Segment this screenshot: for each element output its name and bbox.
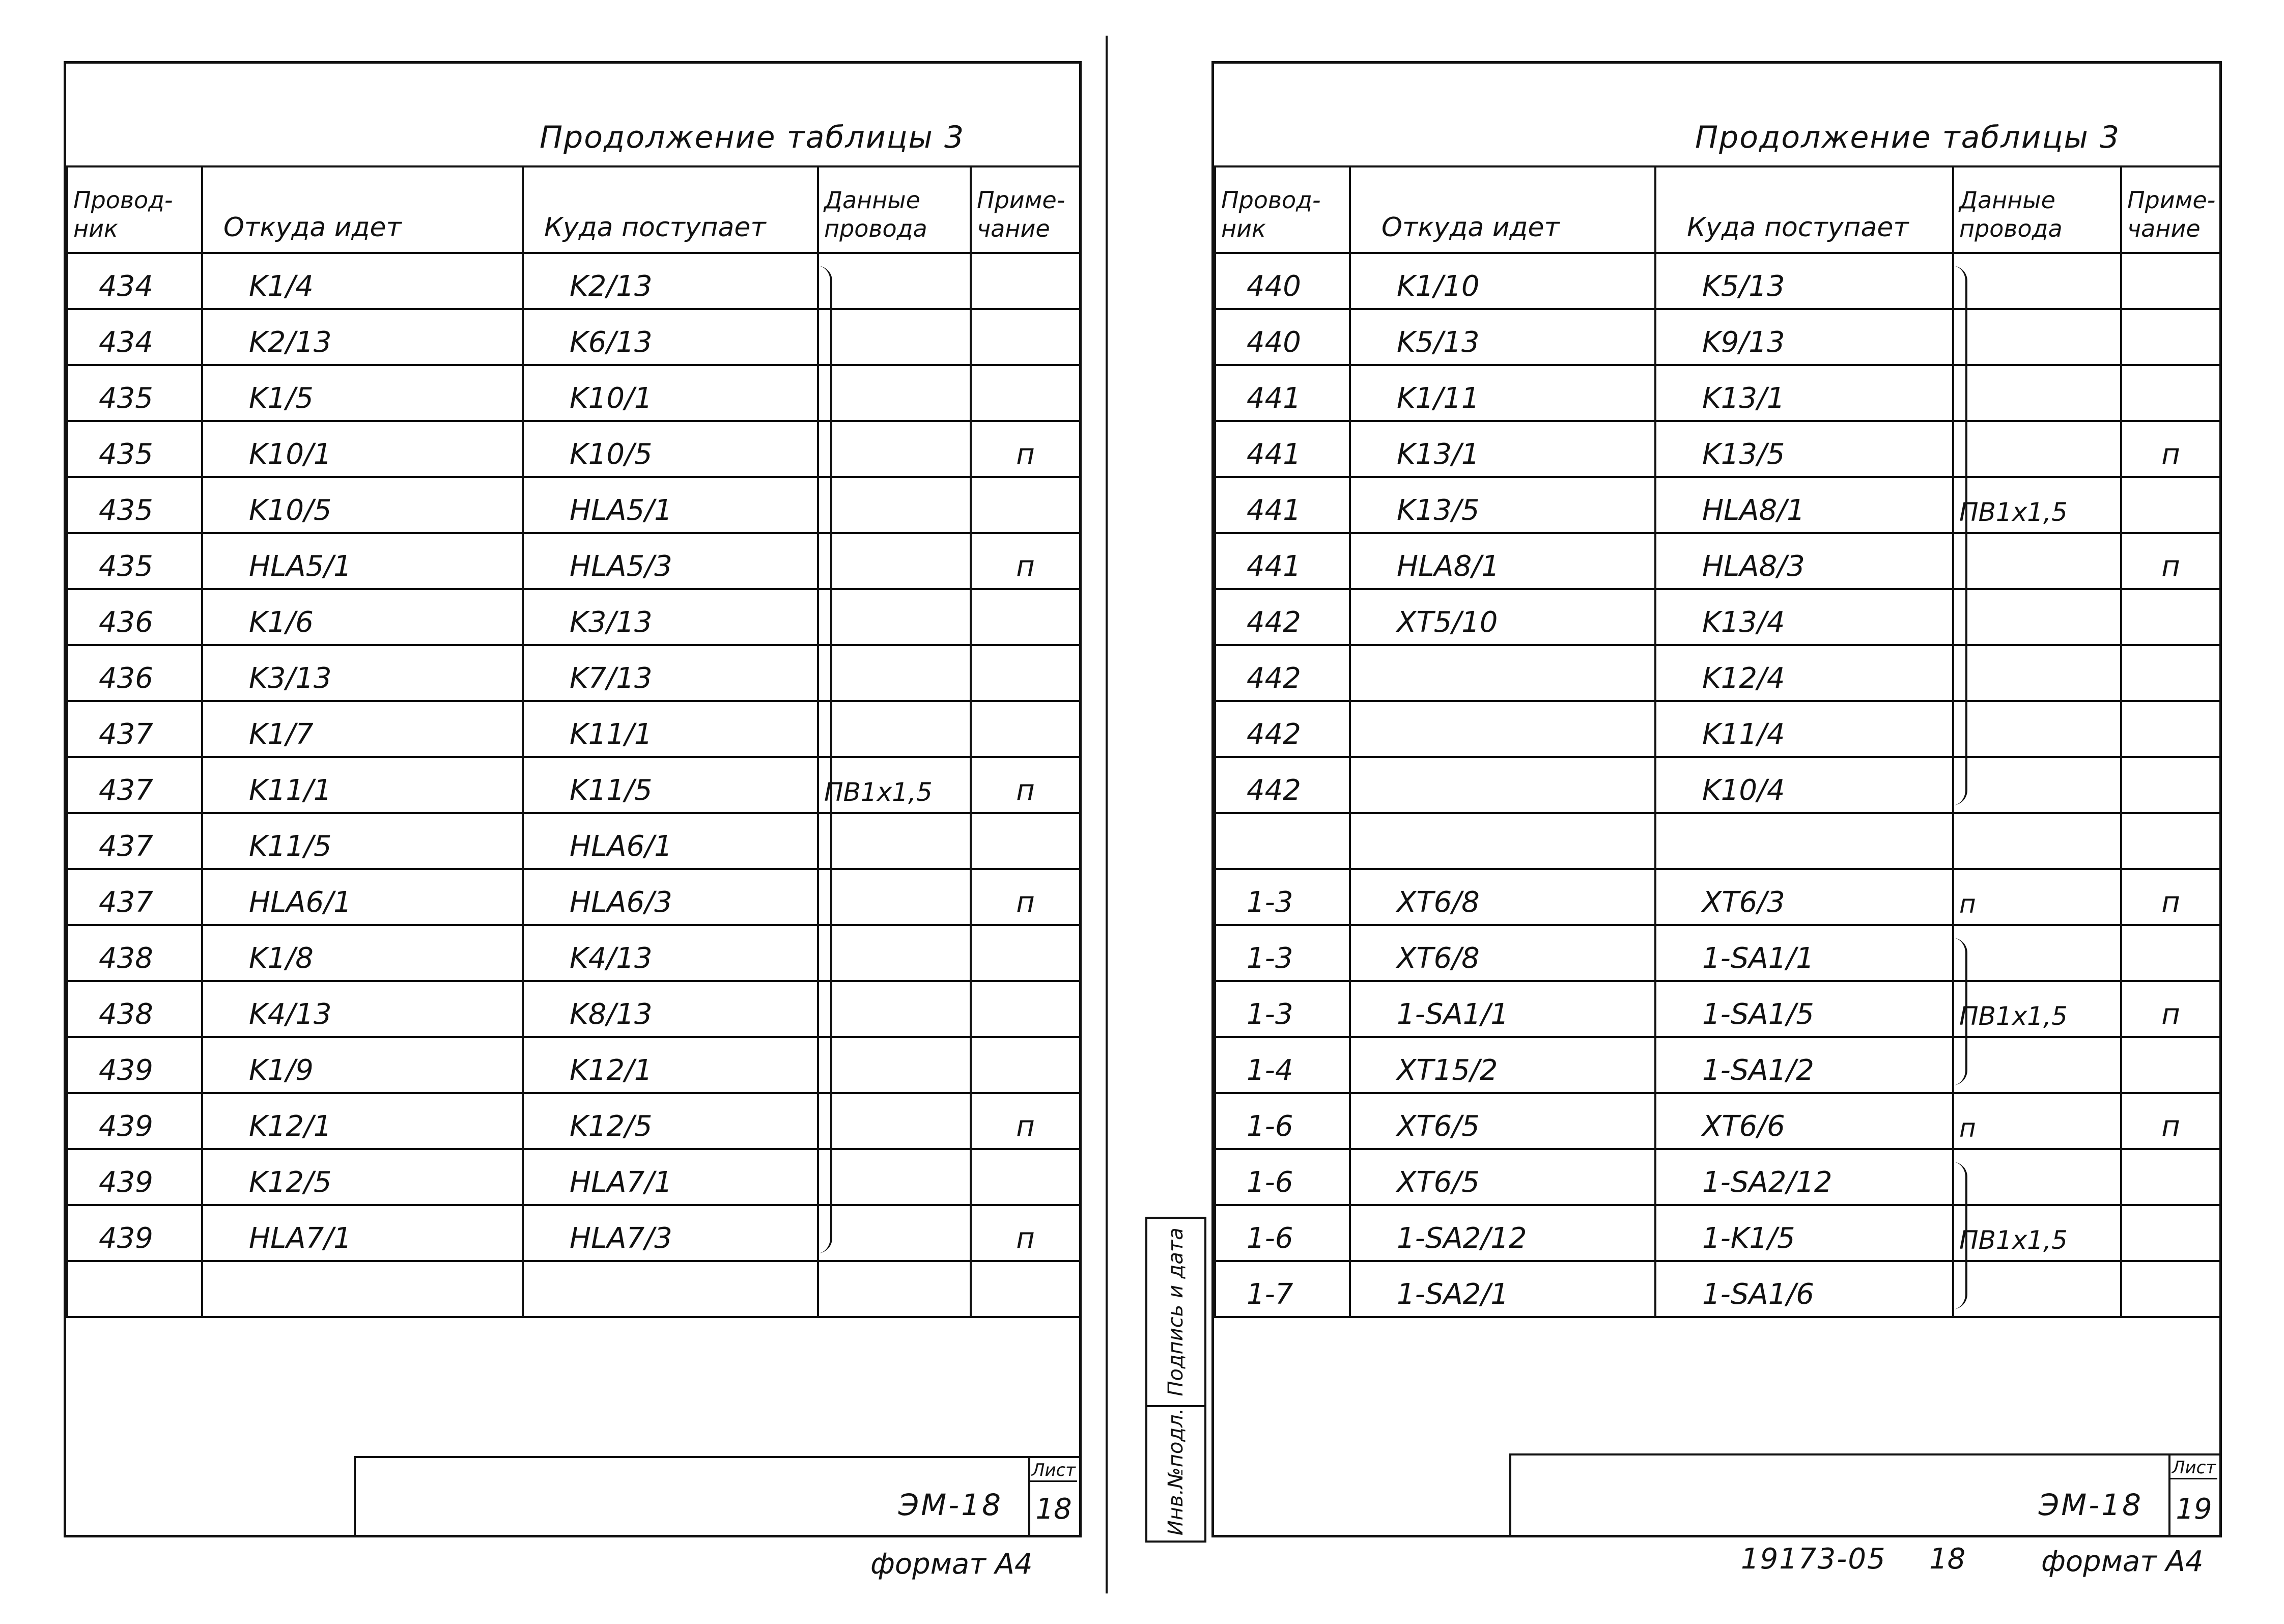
cell-to: K10/1: [523, 365, 818, 421]
cell-to: K9/13: [1655, 309, 1953, 365]
cell-note: [2121, 701, 2220, 757]
cell-to: 1-SA1/1: [1655, 925, 1953, 981]
sheet-number: 18: [1035, 1493, 1072, 1526]
cell-from: XT6/8: [1350, 925, 1655, 981]
cell-note: [2121, 925, 2220, 981]
table-row: [1215, 253, 2220, 309]
cell-wire-data: [818, 309, 971, 365]
cell-from: K12/1: [202, 1093, 523, 1149]
cell-from: [1350, 645, 1655, 701]
cell-from: K13/5: [1350, 477, 1655, 533]
sheet-label: Лист: [2170, 1458, 2217, 1479]
cell-wire-data: [818, 477, 971, 533]
table-row: [67, 253, 1080, 309]
cell-conductor: 436: [67, 589, 202, 645]
cell-note: [971, 701, 1080, 757]
cell-conductor: 435: [67, 421, 202, 477]
cell-from: K3/13: [202, 645, 523, 701]
cell-from: [1350, 813, 1655, 869]
table-row: [67, 645, 1080, 701]
cell-wire-data: [818, 1205, 971, 1261]
header-from: Откуда идет: [202, 166, 523, 253]
cell-from: [202, 1261, 523, 1317]
cell-to: 1-SA1/2: [1655, 1037, 1953, 1093]
cell-wire-data: [818, 421, 971, 477]
cell-from: K1/7: [202, 701, 523, 757]
cell-wire-data: [1953, 365, 2121, 421]
cell-wire-data: [818, 981, 971, 1037]
cell-wire-data: ПВ1х1,5: [1953, 981, 2121, 1037]
table-row: [1215, 757, 2220, 813]
cell-wire-data: [818, 813, 971, 869]
table-row: [1215, 869, 2220, 925]
cell-to: K3/13: [523, 589, 818, 645]
cell-to: K13/5: [1655, 421, 1953, 477]
cell-from: K12/5: [202, 1149, 523, 1205]
cell-from: K4/13: [202, 981, 523, 1037]
cell-from: HLA8/1: [1350, 533, 1655, 589]
table-row: [67, 869, 1080, 925]
cell-wire-data: [1953, 421, 2121, 477]
cell-to: HLA8/1: [1655, 477, 1953, 533]
table-row: [1215, 533, 2220, 589]
table-row: [1215, 421, 2220, 477]
cell-wire-data: [818, 1093, 971, 1149]
document-code: ЭМ-18: [898, 1488, 1003, 1522]
cell-from: K5/13: [1350, 309, 1655, 365]
drawing-number: 19173-05: [1741, 1543, 1886, 1576]
cell-to: K11/1: [523, 701, 818, 757]
table-row: [67, 1261, 1080, 1317]
cell-from: K11/1: [202, 757, 523, 813]
cell-note: п: [2121, 981, 2220, 1037]
cell-from: XT6/8: [1350, 869, 1655, 925]
cell-to: K12/1: [523, 1037, 818, 1093]
cell-note: [2121, 589, 2220, 645]
cell-conductor: 437: [67, 701, 202, 757]
table-row: [1215, 477, 2220, 533]
document-code: ЭМ-18: [2038, 1488, 2143, 1522]
header-note: Приме- чание: [2121, 166, 2220, 253]
cell-note: [971, 925, 1080, 981]
grouping-bracket: [1952, 938, 1967, 1085]
grouping-bracket: [817, 266, 832, 1253]
cell-note: п: [2121, 869, 2220, 925]
cell-note: п: [2121, 533, 2220, 589]
cell-wire-data: п: [1953, 1093, 2121, 1149]
cell-note: п: [971, 1205, 1080, 1261]
cell-wire-data: [1953, 253, 2121, 309]
cell-note: [2121, 477, 2220, 533]
table-row: [67, 1093, 1080, 1149]
signature-date-label: Подпись и дата: [1164, 1227, 1188, 1396]
cell-conductor: 435: [67, 533, 202, 589]
cell-to: K10/4: [1655, 757, 1953, 813]
table-row: [67, 1205, 1080, 1261]
table-row: [67, 477, 1080, 533]
cell-conductor: 442: [1215, 589, 1350, 645]
table-row: [1215, 365, 2220, 421]
cell-wire-data: ПВ1х1,5: [1953, 477, 2121, 533]
cell-from: XT5/10: [1350, 589, 1655, 645]
cell-to: XT6/3: [1655, 869, 1953, 925]
cell-to: K12/5: [523, 1093, 818, 1149]
cell-to: 1-SA2/12: [1655, 1149, 1953, 1205]
cell-from: K1/4: [202, 253, 523, 309]
cell-to: HLA5/1: [523, 477, 818, 533]
page-number: 18: [1929, 1543, 1966, 1576]
cell-note: [971, 309, 1080, 365]
sheet-left: [64, 61, 1082, 1537]
cell-from: K1/5: [202, 365, 523, 421]
cell-to: K6/13: [523, 309, 818, 365]
cell-from: XT6/5: [1350, 1149, 1655, 1205]
cell-to: [1655, 813, 1953, 869]
cell-note: [971, 645, 1080, 701]
cell-conductor: 439: [67, 1037, 202, 1093]
cell-note: п: [2121, 1093, 2220, 1149]
cell-to: HLA7/1: [523, 1149, 818, 1205]
cell-to: HLA6/3: [523, 869, 818, 925]
cell-wire-data: [1953, 309, 2121, 365]
cell-from: K2/13: [202, 309, 523, 365]
cell-to: K4/13: [523, 925, 818, 981]
cell-note: [2121, 757, 2220, 813]
cell-conductor: 1-6: [1215, 1149, 1350, 1205]
cell-note: п: [971, 1093, 1080, 1149]
cell-to: K8/13: [523, 981, 818, 1037]
cell-to: K5/13: [1655, 253, 1953, 309]
binding-strip-top: [1147, 1219, 1204, 1407]
cell-wire-data: [818, 701, 971, 757]
cell-to: 1-K1/5: [1655, 1205, 1953, 1261]
cell-wire-data: п: [1953, 869, 2121, 925]
cell-from: XT15/2: [1350, 1037, 1655, 1093]
cell-from: K13/1: [1350, 421, 1655, 477]
cell-conductor: 437: [67, 757, 202, 813]
cell-from: K11/5: [202, 813, 523, 869]
table-row: [67, 589, 1080, 645]
cell-conductor: 1-4: [1215, 1037, 1350, 1093]
cell-from: K1/8: [202, 925, 523, 981]
table-continuation-title: Продолжение таблицы 3: [540, 120, 965, 155]
header-note: Приме- чание: [971, 166, 1080, 253]
cell-from: HLA5/1: [202, 533, 523, 589]
cell-conductor: 1-6: [1215, 1205, 1350, 1261]
cell-wire-data: [818, 253, 971, 309]
cell-conductor: 1-6: [1215, 1093, 1350, 1149]
cell-conductor: 1-3: [1215, 981, 1350, 1037]
cell-wire-data: [1953, 533, 2121, 589]
cell-conductor: 1-7: [1215, 1261, 1350, 1317]
table-row: [1215, 813, 2220, 869]
cell-wire-data: [818, 533, 971, 589]
cell-conductor: 434: [67, 309, 202, 365]
cell-note: п: [971, 757, 1080, 813]
cell-conductor: 436: [67, 645, 202, 701]
sheet-label: Лист: [1030, 1460, 1077, 1482]
cell-note: [971, 365, 1080, 421]
cell-conductor: 434: [67, 253, 202, 309]
binding-strip-bottom: [1147, 1403, 1204, 1541]
binding-edge-line: [1106, 36, 1108, 1593]
cell-conductor: [1215, 813, 1350, 869]
table-row: [1215, 1261, 2220, 1317]
cell-conductor: 438: [67, 925, 202, 981]
table-row: [1215, 925, 2220, 981]
cell-note: [971, 477, 1080, 533]
cell-from: K1/11: [1350, 365, 1655, 421]
cell-to: 1-SA1/5: [1655, 981, 1953, 1037]
cell-note: [2121, 253, 2220, 309]
wiring-table-right: [1214, 165, 2221, 1318]
cell-to: XT6/6: [1655, 1093, 1953, 1149]
cell-to: K13/1: [1655, 365, 1953, 421]
cell-from: K1/6: [202, 589, 523, 645]
cell-to: HLA6/1: [523, 813, 818, 869]
table-row: [1215, 1205, 2220, 1261]
header-wire-data: Данные провода: [1953, 166, 2121, 253]
cell-to: K11/5: [523, 757, 818, 813]
cell-to: K2/13: [523, 253, 818, 309]
table-row: [1215, 1037, 2220, 1093]
header-to: Куда поступает: [1655, 166, 1953, 253]
table-continuation-title: Продолжение таблицы 3: [1695, 120, 2121, 155]
table-header-row: [67, 166, 1080, 253]
cell-from: K1/9: [202, 1037, 523, 1093]
cell-wire-data: [818, 869, 971, 925]
cell-conductor: 1-3: [1215, 869, 1350, 925]
cell-wire-data: [1953, 1037, 2121, 1093]
cell-from: K10/5: [202, 477, 523, 533]
table-row: [67, 701, 1080, 757]
table-row: [67, 981, 1080, 1037]
cell-wire-data: [1953, 589, 2121, 645]
cell-note: [971, 813, 1080, 869]
cell-from: XT6/5: [1350, 1093, 1655, 1149]
cell-note: [971, 1261, 1080, 1317]
cell-note: [971, 1037, 1080, 1093]
table-row: [67, 813, 1080, 869]
cell-conductor: 441: [1215, 477, 1350, 533]
cell-to: K12/4: [1655, 645, 1953, 701]
wiring-table-left: [66, 165, 1081, 1318]
cell-conductor: 440: [1215, 309, 1350, 365]
table-row: [1215, 701, 2220, 757]
cell-note: [971, 589, 1080, 645]
cell-wire-data: [1953, 757, 2121, 813]
cell-to: HLA5/3: [523, 533, 818, 589]
cell-conductor: 442: [1215, 701, 1350, 757]
cell-note: [2121, 309, 2220, 365]
table-row: [1215, 1093, 2220, 1149]
format-label-left: формат А4: [870, 1548, 1033, 1581]
cell-wire-data: [818, 1261, 971, 1317]
table-row: [67, 309, 1080, 365]
table-row: [67, 925, 1080, 981]
cell-wire-data: [1953, 1149, 2121, 1205]
cell-conductor: 440: [1215, 253, 1350, 309]
cell-wire-data: [818, 1037, 971, 1093]
sheet-right: [1211, 61, 2222, 1537]
table-row: [67, 1149, 1080, 1205]
cell-wire-data: ПВ1х1,5: [818, 757, 971, 813]
cell-conductor: 439: [67, 1205, 202, 1261]
cell-from: 1-SA2/12: [1350, 1205, 1655, 1261]
header-wire-data: Данные провода: [818, 166, 971, 253]
cell-wire-data: [1953, 813, 2121, 869]
cell-wire-data: [1953, 925, 2121, 981]
sheet-number: 19: [2176, 1493, 2212, 1526]
table-row: [1215, 981, 2220, 1037]
grouping-bracket: [1952, 266, 1967, 805]
cell-to: K7/13: [523, 645, 818, 701]
cell-conductor: [67, 1261, 202, 1317]
cell-wire-data: [1953, 701, 2121, 757]
inventory-number-label: Инв.№подл.: [1164, 1408, 1188, 1536]
cell-note: п: [971, 421, 1080, 477]
cell-from: HLA6/1: [202, 869, 523, 925]
cell-conductor: 439: [67, 1149, 202, 1205]
cell-to: K13/4: [1655, 589, 1953, 645]
table-row: [67, 1037, 1080, 1093]
cell-to: HLA8/3: [1655, 533, 1953, 589]
title-block: [1509, 1453, 2219, 1535]
table-row: [1215, 1149, 2220, 1205]
cell-from: [1350, 757, 1655, 813]
title-block: [354, 1456, 1079, 1535]
cell-from: K10/1: [202, 421, 523, 477]
cell-conductor: 1-3: [1215, 925, 1350, 981]
table-row: [1215, 589, 2220, 645]
cell-conductor: 442: [1215, 757, 1350, 813]
cell-to: HLA7/3: [523, 1205, 818, 1261]
cell-to: 1-SA1/6: [1655, 1261, 1953, 1317]
cell-note: п: [971, 533, 1080, 589]
cell-wire-data: [1953, 645, 2121, 701]
cell-note: [2121, 1149, 2220, 1205]
cell-note: [2121, 1037, 2220, 1093]
cell-conductor: 437: [67, 869, 202, 925]
format-label-right: формат А4: [2041, 1545, 2204, 1578]
binding-strip: [1145, 1217, 1206, 1543]
cell-to: K11/4: [1655, 701, 1953, 757]
cell-note: [2121, 645, 2220, 701]
cell-note: [971, 1149, 1080, 1205]
cell-conductor: 442: [1215, 645, 1350, 701]
cell-conductor: 438: [67, 981, 202, 1037]
table-row: [67, 421, 1080, 477]
header-from: Откуда идет: [1350, 166, 1655, 253]
table-row: [67, 533, 1080, 589]
cell-conductor: 439: [67, 1093, 202, 1149]
cell-note: [2121, 365, 2220, 421]
cell-wire-data: ПВ1х1,5: [1953, 1205, 2121, 1261]
cell-wire-data: [818, 645, 971, 701]
cell-wire-data: [818, 1149, 971, 1205]
cell-note: [2121, 813, 2220, 869]
cell-wire-data: [818, 925, 971, 981]
cell-note: [2121, 1205, 2220, 1261]
cell-conductor: 435: [67, 477, 202, 533]
cell-conductor: 441: [1215, 365, 1350, 421]
cell-wire-data: [818, 365, 971, 421]
cell-wire-data: [818, 589, 971, 645]
cell-note: [971, 253, 1080, 309]
cell-note: п: [2121, 421, 2220, 477]
table-row: [1215, 645, 2220, 701]
header-to: Куда поступает: [523, 166, 818, 253]
cell-wire-data: [1953, 1261, 2121, 1317]
cell-from: HLA7/1: [202, 1205, 523, 1261]
cell-conductor: 441: [1215, 533, 1350, 589]
cell-note: п: [971, 869, 1080, 925]
table-header-row: [1215, 166, 2220, 253]
table-row: [1215, 309, 2220, 365]
grouping-bracket: [1952, 1162, 1967, 1309]
cell-from: K1/10: [1350, 253, 1655, 309]
header-conductor: Провод- ник: [67, 166, 202, 253]
cell-from: [1350, 701, 1655, 757]
cell-to: K10/5: [523, 421, 818, 477]
cell-conductor: 435: [67, 365, 202, 421]
header-conductor: Провод- ник: [1215, 166, 1350, 253]
cell-conductor: 441: [1215, 421, 1350, 477]
cell-note: [2121, 1261, 2220, 1317]
cell-from: 1-SA1/1: [1350, 981, 1655, 1037]
cell-conductor: 437: [67, 813, 202, 869]
cell-note: [971, 981, 1080, 1037]
table-row: [67, 365, 1080, 421]
cell-from: 1-SA2/1: [1350, 1261, 1655, 1317]
table-row: [67, 757, 1080, 813]
cell-to: [523, 1261, 818, 1317]
